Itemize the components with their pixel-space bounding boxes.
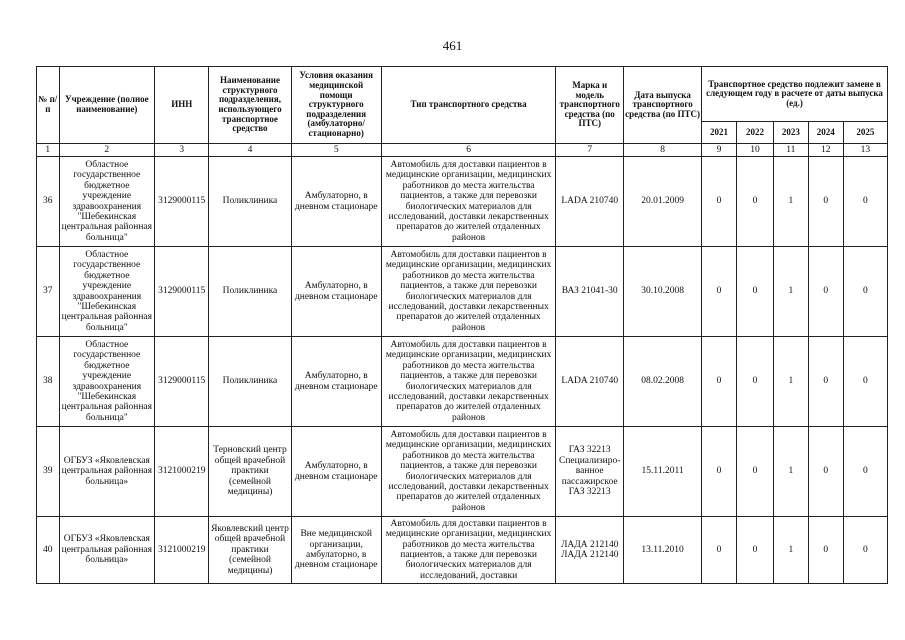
row-unit: Терновский центр общей врачебной практики (семейной медицины) — [209, 427, 291, 517]
row-y2025: 0 — [843, 337, 887, 427]
row-vehicle-type: Автомобиль для доставки пациентов в медицинские организации, медицинских работников до места жительства пациентов, а также для перевозки биологических материалов для исследований, доставки лекарственных препаратов до жителей отдаленных районов — [381, 427, 555, 517]
row-brand: LADA 210740 — [556, 337, 624, 427]
row-num: 37 — [37, 247, 60, 337]
row-y2022: 0 — [736, 427, 773, 517]
row-y2024: 0 — [808, 427, 843, 517]
column-number: 6 — [381, 144, 555, 157]
column-number: 9 — [702, 144, 737, 157]
row-institution: Областное государственное бюджетное учреждение здравоохранения "Шебекинская центральная районная больница" — [59, 157, 154, 247]
row-release-date: 30.10.2008 — [624, 247, 702, 337]
row-brand: ГАЗ 32213 Специализиро-ванное пассажирское ГАЗ 32213 — [556, 427, 624, 517]
row-y2022: 0 — [736, 337, 773, 427]
row-y2022: 0 — [736, 517, 773, 584]
row-y2021: 0 — [702, 337, 737, 427]
header-vehicle-type: Тип транспортного средства — [381, 67, 555, 144]
row-y2021: 0 — [702, 157, 737, 247]
header-year: 2023 — [773, 122, 808, 144]
row-vehicle-type: Автомобиль для доставки пациентов в медицинские организации, медицинских работников до места жительства пациентов, а также для перевозки биологических материалов для исследований, доставки — [381, 517, 555, 584]
row-institution: Областное государственное бюджетное учреждение здравоохранения "Шебекинская центральная районная больница" — [59, 337, 154, 427]
row-brand: ЛАДА 212140 ЛАДА 212140 — [556, 517, 624, 584]
transport-table — [36, 66, 888, 584]
table-row — [37, 517, 888, 584]
row-num: 36 — [37, 157, 60, 247]
column-number: 13 — [843, 144, 887, 157]
table-row — [37, 427, 888, 517]
column-number: 3 — [155, 144, 209, 157]
column-number: 7 — [556, 144, 624, 157]
row-unit: Поликлиника — [209, 247, 291, 337]
row-y2023: 1 — [773, 157, 808, 247]
row-unit: Поликлиника — [209, 337, 291, 427]
row-num: 40 — [37, 517, 60, 584]
header-brand: Марка и модель транспортного средства (по ПТС) — [556, 67, 624, 144]
row-y2021: 0 — [702, 247, 737, 337]
header-year: 2021 — [702, 122, 737, 144]
row-conditions: Амбулаторно, в дневном стационаре — [291, 157, 381, 247]
row-conditions: Амбулаторно, в дневном стационаре — [291, 427, 381, 517]
table-row — [37, 337, 888, 427]
row-vehicle-type: Автомобиль для доставки пациентов в медицинские организации, медицинских работников до места жительства пациентов, а также для перевозки биологических материалов для исследований, доставки лекарственных препаратов до жителей отдаленных районов — [381, 157, 555, 247]
row-y2021: 0 — [702, 517, 737, 584]
row-vehicle-type: Автомобиль для доставки пациентов в медицинские организации, медицинских работников до места жительства пациентов, а также для перевозки биологических материалов для исследований, доставки лекарственных препаратов до жителей отдаленных районов — [381, 247, 555, 337]
row-release-date: 15.11.2011 — [624, 427, 702, 517]
column-number: 8 — [624, 144, 702, 157]
row-inn: 3121000219 — [155, 517, 209, 584]
row-y2025: 0 — [843, 247, 887, 337]
table-row — [37, 157, 888, 247]
header-institution: Учреждение (полное наименование) — [59, 67, 154, 144]
page-number: 461 — [442, 38, 463, 53]
row-y2022: 0 — [736, 247, 773, 337]
row-inn: 3129000115 — [155, 337, 209, 427]
column-number: 4 — [209, 144, 291, 157]
row-unit: Поликлиника — [209, 157, 291, 247]
header-num: № п/п — [37, 67, 60, 144]
row-conditions: Амбулаторно, в дневном стационаре — [291, 337, 381, 427]
header-unit: Наименование структурного подразделения, использующего транспортное средство — [209, 67, 291, 144]
row-y2025: 0 — [843, 517, 887, 584]
row-y2025: 0 — [843, 427, 887, 517]
row-release-date: 08.02.2008 — [624, 337, 702, 427]
row-inn: 3129000115 — [155, 247, 209, 337]
row-y2025: 0 — [843, 157, 887, 247]
row-institution: Областное государственное бюджетное учреждение здравоохранения "Шебекинская центральная районная больница" — [59, 247, 154, 337]
row-release-date: 20.01.2009 — [624, 157, 702, 247]
row-conditions: Вне медицинской организации, амбулаторно, в дневном стационаре — [291, 517, 381, 584]
column-number: 10 — [736, 144, 773, 157]
row-vehicle-type: Автомобиль для доставки пациентов в медицинские организации, медицинских работников до места жительства пациентов, а также для перевозки биологических материалов для исследований, доставки лекарственных препаратов до жителей отдаленных районов — [381, 337, 555, 427]
column-number: 2 — [59, 144, 154, 157]
column-number: 1 — [37, 144, 60, 157]
column-number: 5 — [291, 144, 381, 157]
row-y2023: 1 — [773, 517, 808, 584]
row-y2024: 0 — [808, 337, 843, 427]
table-row — [37, 247, 888, 337]
row-y2024: 0 — [808, 157, 843, 247]
row-y2024: 0 — [808, 517, 843, 584]
header-release-date: Дата выпуска транспортного средства (по ПТС) — [624, 67, 702, 144]
header-year: 2022 — [736, 122, 773, 144]
row-brand: ВАЗ 21041-30 — [556, 247, 624, 337]
row-num: 38 — [37, 337, 60, 427]
row-brand: LADA 210740 — [556, 157, 624, 247]
header-row — [37, 67, 888, 122]
row-inn: 3129000115 — [155, 157, 209, 247]
row-institution: ОГБУЗ «Яковлевская центральная районная больница» — [59, 427, 154, 517]
column-number: 11 — [773, 144, 808, 157]
header-conditions: Условия оказания медицинской помощи структурного подразделения (амбулаторно/ стационарно) — [291, 67, 381, 144]
header-replacement: Транспортное средство подлежит замене в следующем году в расчете от даты выпуска (ед.) — [702, 67, 888, 122]
row-y2021: 0 — [702, 427, 737, 517]
row-unit: Яковлевский центр общей врачебной практики (семейной медицины) — [209, 517, 291, 584]
header-inn: ИНН — [155, 67, 209, 144]
row-y2023: 1 — [773, 247, 808, 337]
row-y2024: 0 — [808, 247, 843, 337]
column-number: 12 — [808, 144, 843, 157]
header-year: 2025 — [843, 122, 887, 144]
column-number-row — [37, 144, 888, 157]
row-y2022: 0 — [736, 157, 773, 247]
row-release-date: 13.11.2010 — [624, 517, 702, 584]
row-y2023: 1 — [773, 337, 808, 427]
row-inn: 3121000219 — [155, 427, 209, 517]
row-y2023: 1 — [773, 427, 808, 517]
header-year: 2024 — [808, 122, 843, 144]
row-conditions: Амбулаторно, в дневном стационаре — [291, 247, 381, 337]
row-num: 39 — [37, 427, 60, 517]
row-institution: ОГБУЗ «Яковлевская центральная районная больница» — [59, 517, 154, 584]
